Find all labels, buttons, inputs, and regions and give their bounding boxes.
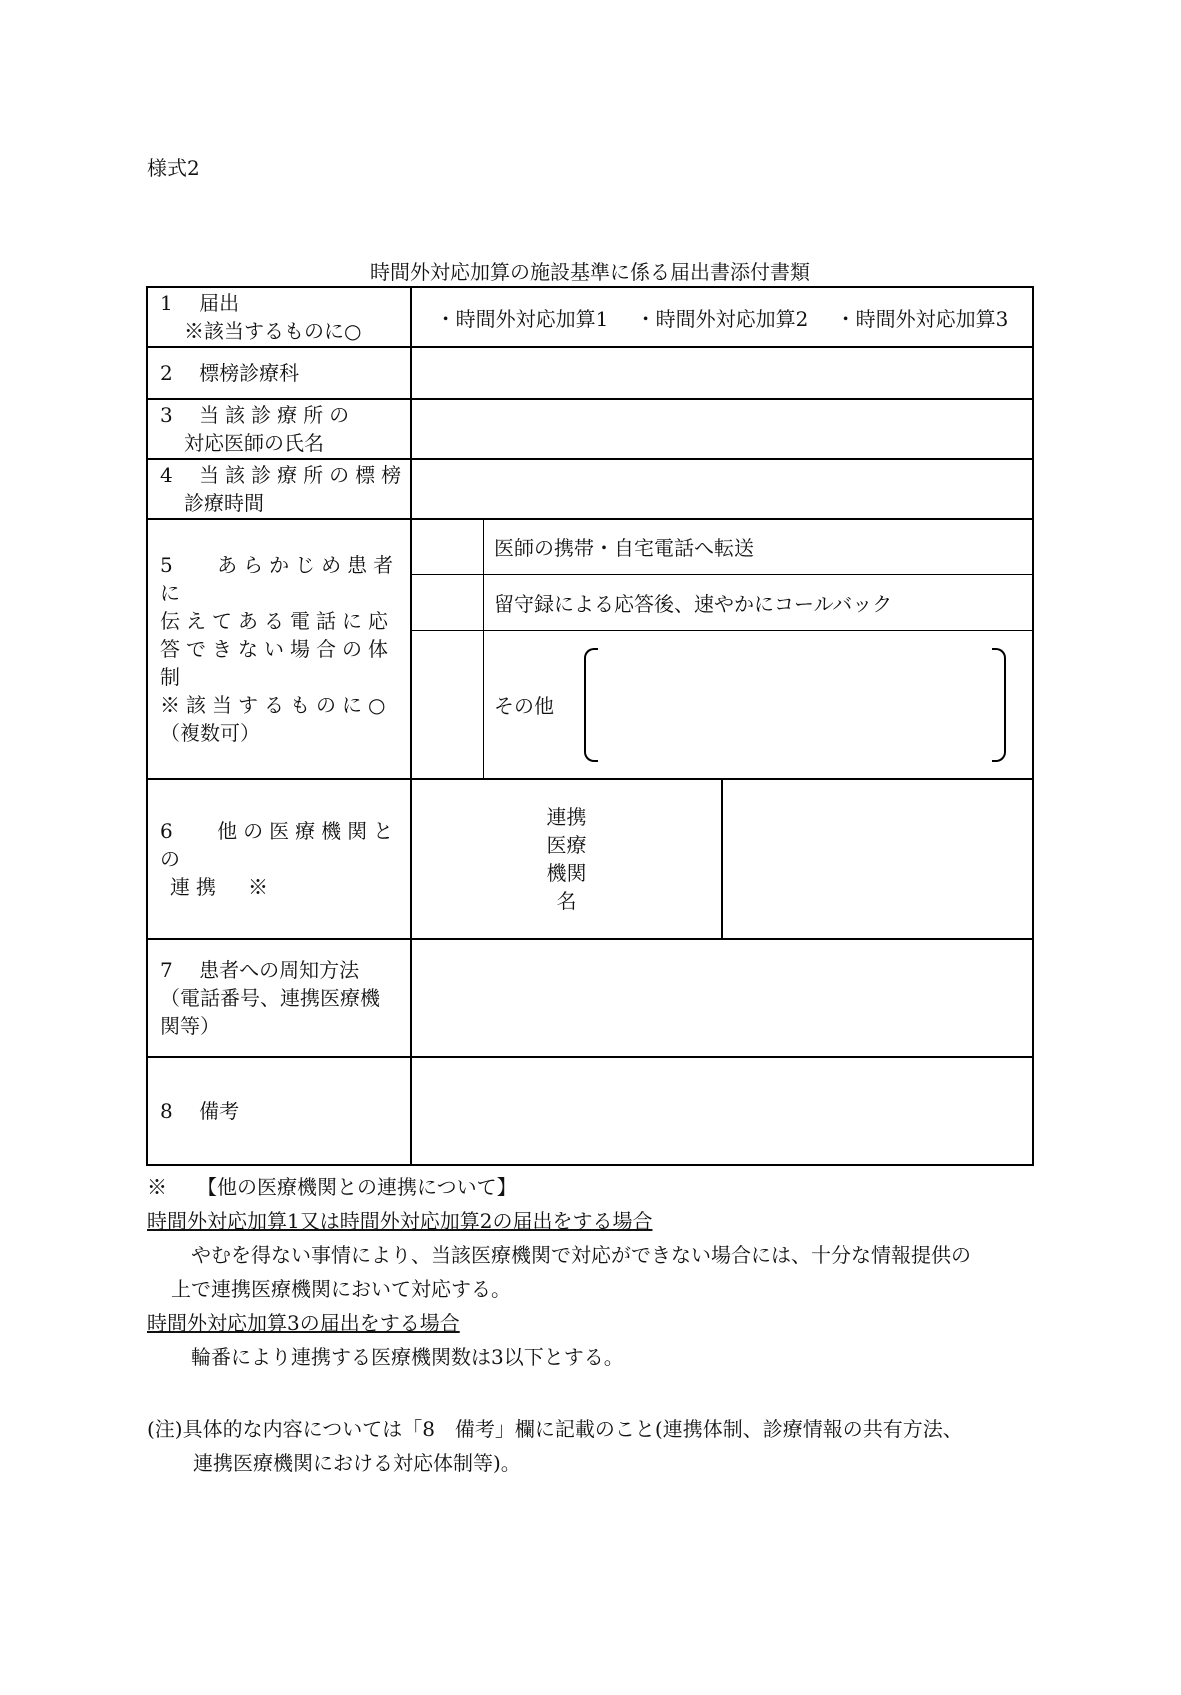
row-1-label-cell bbox=[147, 287, 411, 347]
option-addition-3[interactable]: ・時間外対応加算3 bbox=[835, 306, 1009, 331]
form-table bbox=[146, 286, 1034, 1166]
row-4-label-cell bbox=[147, 459, 411, 519]
footnote-line1: (注)具体的な内容については「8 備考」欄に記載のこと(連携体制、診療情報の共有方法、 bbox=[147, 1417, 963, 1441]
choice-forward-label: 医師の携帯・自宅電話へ転送 bbox=[484, 520, 1033, 574]
row-8-remarks bbox=[147, 1057, 1033, 1165]
form-label: 様式2 bbox=[147, 156, 200, 180]
footnote-line2: 連携医療機関における対応体制等)。 bbox=[193, 1451, 521, 1475]
case-1-title: 時間外対応加算1又は時間外対応加算2の届出をする場合 bbox=[147, 1209, 653, 1233]
row-4-label-line2: 診療時間 bbox=[184, 491, 264, 515]
row-3-label-line2: 対応医師の氏名 bbox=[184, 431, 324, 455]
row-5-choices-cell bbox=[411, 519, 1033, 779]
row-5-note: ※該当するものに○ bbox=[160, 693, 392, 717]
row-8-label-cell bbox=[147, 1057, 411, 1165]
row-5-label-cell bbox=[147, 519, 411, 779]
row-7-label: 患者への周知方法 bbox=[199, 958, 360, 982]
option-addition-1[interactable]: ・時間外対応加算1 bbox=[435, 306, 609, 331]
notes-heading: ※ 【他の医療機関との連携について】 bbox=[147, 1175, 517, 1199]
choice-callback-row bbox=[412, 574, 1032, 630]
row-5-note-multiple: （複数可） bbox=[160, 721, 260, 745]
choice-forward-mark[interactable] bbox=[412, 520, 484, 574]
choice-callback-label: 留守録による応答後、速やかにコールバック bbox=[484, 574, 1033, 630]
choices-table bbox=[412, 520, 1032, 778]
choice-forward-row bbox=[412, 520, 1032, 574]
other-details-field[interactable] bbox=[584, 648, 1006, 762]
case-1-text: やむを得ない事情により、当該医療機関で対応ができない場合には、十分な情報提供の bbox=[191, 1243, 971, 1267]
row-2-department bbox=[147, 347, 1033, 399]
case-2-text: 輪番により連携する医療機関数は3以下とする。 bbox=[191, 1345, 624, 1369]
row-6-label: 他の医療機関との bbox=[160, 819, 400, 871]
row-1-note: ※該当するものに○ bbox=[184, 319, 362, 343]
doctor-name-field[interactable] bbox=[411, 399, 1033, 459]
row-6-number: 6 bbox=[160, 819, 179, 843]
row-7-label-cell bbox=[147, 939, 411, 1057]
row-7-label-line2: （電話番号、連携医療機 bbox=[160, 986, 380, 1010]
row-6-label-cell bbox=[147, 779, 411, 939]
row-7-label-line3: 関等） bbox=[160, 1014, 220, 1038]
row-2-label-cell bbox=[147, 347, 411, 399]
row-2-number: 2 bbox=[160, 361, 173, 385]
cooperation-notes bbox=[147, 1170, 1037, 1374]
notification-method-field[interactable] bbox=[411, 939, 1033, 1057]
row-1-number: 1 bbox=[160, 291, 173, 315]
row-5-label: あらかじめ患者に bbox=[160, 553, 400, 605]
partner-institution-label-cell bbox=[411, 779, 722, 939]
row-5-label-line4: 制 bbox=[160, 665, 186, 689]
row-4-label: 当該診療所の標榜 bbox=[199, 463, 408, 487]
choice-other-mark[interactable] bbox=[412, 631, 484, 778]
partner-label-part4: 名 bbox=[556, 889, 577, 913]
row-6-cooperation bbox=[147, 779, 1033, 939]
choice-callback-mark[interactable] bbox=[412, 574, 484, 630]
footnote bbox=[147, 1412, 1047, 1480]
row-5-label-line2: 伝えてある電話に応 bbox=[160, 609, 394, 633]
row-7-notification-method bbox=[147, 939, 1033, 1057]
row-1-options-cell[interactable] bbox=[411, 287, 1033, 347]
option-addition-2[interactable]: ・時間外対応加算2 bbox=[635, 306, 809, 331]
row-8-number: 8 bbox=[160, 1099, 173, 1123]
row-5-number: 5 bbox=[160, 553, 179, 577]
row-6-label-line2: 連携 ※ bbox=[170, 875, 274, 899]
department-field[interactable] bbox=[411, 347, 1033, 399]
row-3-label-cell bbox=[147, 399, 411, 459]
partner-label-part2: 医療 bbox=[546, 833, 587, 857]
row-4-number: 4 bbox=[160, 463, 173, 487]
choice-other-cell bbox=[484, 631, 1033, 778]
partner-institution-field[interactable] bbox=[722, 779, 1033, 939]
row-3-number: 3 bbox=[160, 403, 173, 427]
row-5-response-system bbox=[147, 519, 1033, 779]
row-1-notification bbox=[147, 287, 1033, 347]
row-3-label: 当該診療所の bbox=[199, 403, 356, 427]
row-5-label-line3: 答できない場合の体 bbox=[160, 637, 394, 661]
choice-other-label: その他 bbox=[494, 694, 554, 719]
row-1-label: 届出 bbox=[199, 291, 240, 315]
partner-label-part3: 機関 bbox=[546, 861, 587, 885]
row-4-hours bbox=[147, 459, 1033, 519]
hours-field[interactable] bbox=[411, 459, 1033, 519]
row-3-doctor-name bbox=[147, 399, 1033, 459]
row-8-label: 備考 bbox=[199, 1099, 240, 1123]
partner-label-part1: 連携 bbox=[546, 805, 587, 829]
row-2-label: 標榜診療科 bbox=[199, 361, 300, 385]
document-title: 時間外対応加算の施設基準に係る届出書添付書類 bbox=[370, 260, 810, 284]
row-7-number: 7 bbox=[160, 958, 173, 982]
case-2-title: 時間外対応加算3の届出をする場合 bbox=[147, 1311, 460, 1335]
remarks-field[interactable] bbox=[411, 1057, 1033, 1165]
case-1-text-line2: 上で連携医療機関において対応する。 bbox=[171, 1277, 511, 1301]
choice-other-row bbox=[412, 631, 1032, 778]
